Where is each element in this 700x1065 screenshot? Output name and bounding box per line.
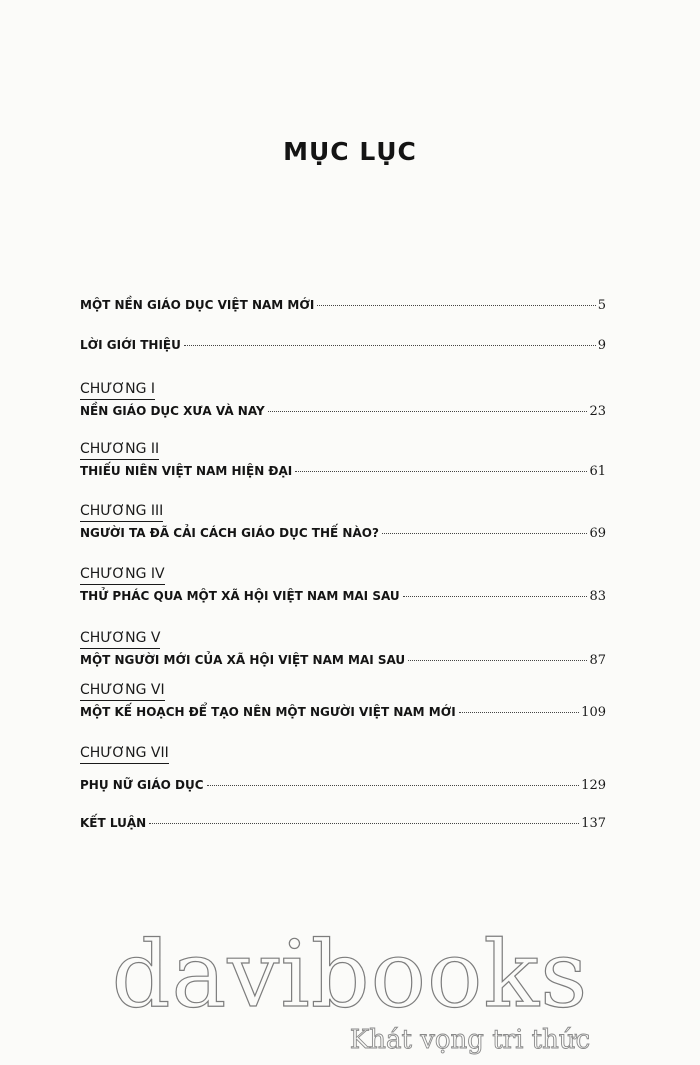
toc-entry-title: LỜI GIỚI THIỆU [80,338,181,352]
toc-row [80,526,606,546]
toc-row [80,404,606,424]
toc-entry [80,438,606,484]
watermark-tagline: Khát vọng tri thức [349,1025,591,1055]
toc-page-number: 87 [589,653,606,668]
toc-page-number: 5 [597,298,606,313]
toc-entry [80,378,606,424]
toc-row [80,464,606,484]
chapter-label: CHƯƠNG IV [80,566,165,585]
chapter-label: CHƯƠNG V [80,630,160,649]
dot-leader [408,660,587,661]
toc-entry-title: MỘT KẾ HOẠCH ĐỂ TẠO NÊN MỘT NGƯỜI VIỆT NAM MỚI [80,705,456,719]
toc-entry [80,627,606,673]
dot-leader [459,712,579,713]
chapter-label: CHƯƠNG II [80,441,159,460]
toc-entry [80,563,606,609]
watermark-brand: davibooks [111,921,589,1028]
toc-row [80,338,606,358]
toc-entry-title: MỘT NGƯỜI MỚI CỦA XÃ HỘI VIỆT NAM MAI SAU [80,653,406,667]
toc-page-number: 23 [589,404,606,419]
toc-entry-title: NGƯỜI TA ĐÃ CẢI CÁCH GIÁO DỤC THẾ NÀO? [80,526,379,540]
dot-leader [403,596,588,597]
dot-leader [295,471,587,472]
toc-entry-title: THỬ PHÁC QUA MỘT XÃ HỘI VIỆT NAM MAI SAU [80,589,400,603]
toc-page-number: 9 [597,338,606,353]
dot-leader [268,411,588,412]
toc-page-number: 109 [581,705,606,720]
chapter-label: CHƯƠNG I [80,381,155,400]
toc-row [80,705,606,725]
toc-page-number: 61 [589,464,606,479]
toc-row [80,298,606,318]
toc-entry-title: PHỤ NỮ GIÁO DỤC [80,778,204,792]
toc-entry [80,816,606,836]
dot-leader [184,345,596,346]
dot-leader [207,785,580,786]
toc-entry [80,742,606,798]
page-title: MỤC LỤC [283,137,417,166]
toc-entry-title: KẾT LUẬN [80,816,147,830]
toc-page-number: 69 [589,526,606,541]
dot-leader [317,305,595,306]
chapter-label: CHƯƠNG VI [80,682,165,701]
dot-leader [382,533,588,534]
chapter-label: CHƯƠNG III [80,503,163,522]
toc-row [80,589,606,609]
toc-entry [80,679,606,725]
toc-row [80,653,606,673]
toc-entry [80,298,606,318]
toc-page-number: 137 [581,816,606,831]
toc-entry [80,338,606,358]
chapter-label: CHƯƠNG VII [80,745,169,764]
toc-row [80,778,606,798]
toc-row [80,816,606,836]
toc-entry [80,500,606,546]
toc-entry-title: NỀN GIÁO DỤC XƯA VÀ NAY [80,404,265,418]
toc-page-number: 129 [581,778,606,793]
toc-page-number: 83 [589,589,606,604]
toc-entry-title: THIẾU NIÊN VIỆT NAM HIỆN ĐẠI [80,464,293,478]
toc-entry-title: MỘT NỀN GIÁO DỤC VIỆT NAM MỚI [80,298,315,312]
dot-leader [149,823,579,824]
